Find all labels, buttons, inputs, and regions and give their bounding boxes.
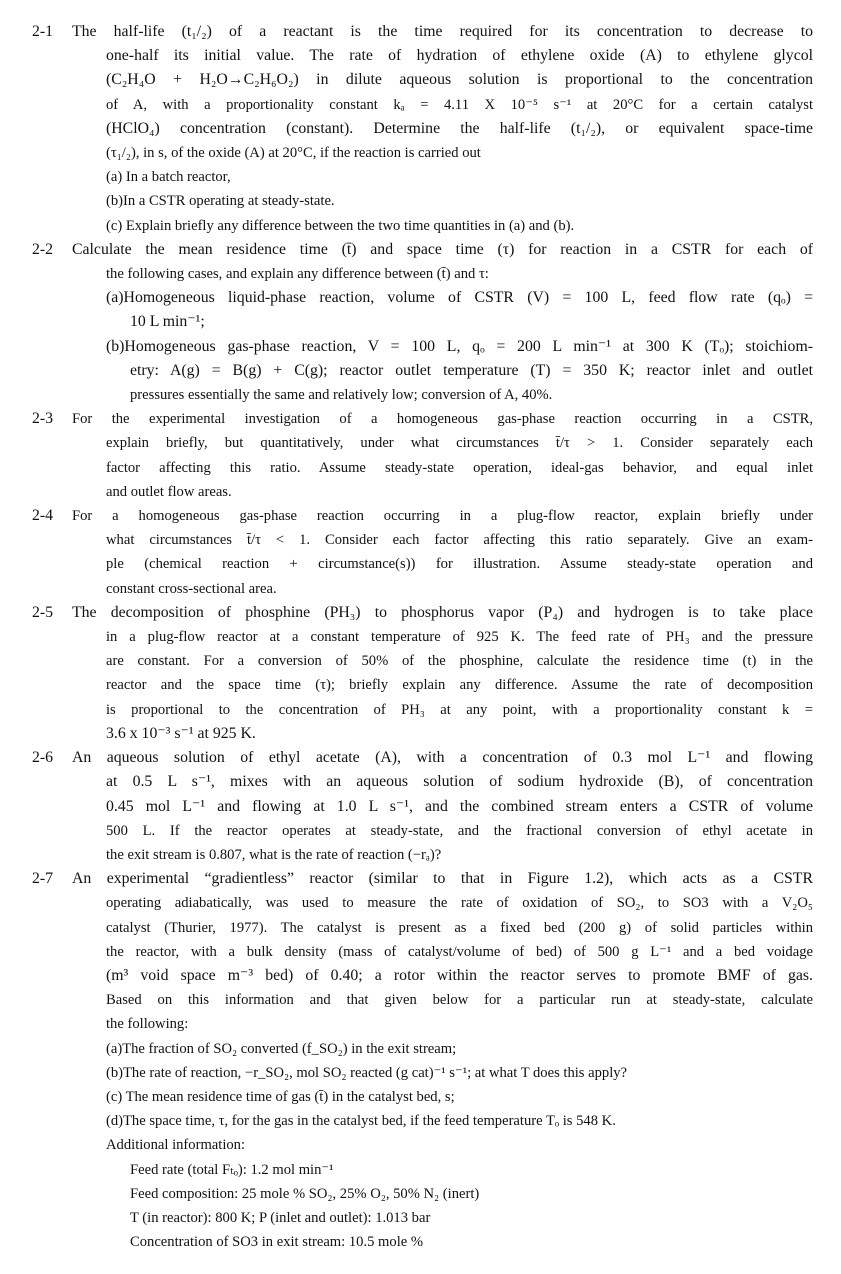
problem-part: (a)Homogeneous liquid-phase reaction, volume of CSTR (V) = 100 L, feed flow rate (qₒ) = bbox=[106, 289, 813, 307]
problem-line: the following cases, and explain any difference between (t̄) and τ: bbox=[106, 266, 489, 283]
problem-line: reactor and the space time (τ); briefly explain any difference. Assume the rate of decomposition bbox=[106, 677, 813, 694]
problem-number: 2-2 bbox=[32, 240, 54, 258]
info-line: Concentration of SO3 in exit stream: 10.5 mole % bbox=[130, 1234, 424, 1251]
problem-2-2 bbox=[32, 238, 813, 407]
problem-part: (b)Homogeneous gas-phase reaction, V = 100 L, qₒ = 200 L min⁻¹ at 300 K (Tₒ); stoichiom- bbox=[106, 337, 813, 355]
problem-line: For the experimental investigation of a homogeneous gas-phase reaction occurring in a CSTR, bbox=[72, 411, 813, 428]
problem-line: (τ₁/₂), in s, of the oxide (A) at 20°C, if the reaction is carried out bbox=[106, 145, 481, 162]
problem-line: 500 L. If the reactor operates at steady-state, and the fractional conversion of ethyl acetate in bbox=[106, 822, 813, 839]
problem-part: (a) In a batch reactor, bbox=[106, 169, 231, 186]
problem-line: in a plug-flow reactor at a constant temperature of 925 K. The feed rate of PH₃ and the pressure bbox=[106, 629, 813, 646]
problem-line: Based on this information and that given below for a particular run at steady-state, calculate bbox=[106, 992, 813, 1009]
problem-line: explain briefly, but quantitatively, under what circumstances t̄/τ > 1. Consider separately each bbox=[106, 435, 813, 452]
problem-line: constant cross-sectional area. bbox=[106, 580, 277, 597]
problem-part: (d)The space time, τ, for the gas in the catalyst bed, if the feed temperature Tₒ is 548 K. bbox=[106, 1113, 616, 1130]
problem-line: For a homogeneous gas-phase reaction occurring in a plug-flow reactor, explain briefly under bbox=[72, 508, 813, 525]
problem-2-5 bbox=[32, 601, 813, 746]
problem-number: 2-6 bbox=[32, 749, 54, 767]
problem-line: and outlet flow areas. bbox=[106, 483, 232, 500]
problem-2-1 bbox=[32, 20, 813, 238]
problem-part: (a)The fraction of SO₂ converted (f_SO₂) in the exit stream; bbox=[106, 1040, 457, 1057]
problem-2-4 bbox=[32, 504, 813, 601]
problem-line: An aqueous solution of ethyl acetate (A), with a concentration of 0.3 mol L⁻¹ and flowing bbox=[72, 749, 813, 767]
problem-line: The decomposition of phosphine (PH₃) to phosphorus vapor (P₄) and hydrogen is to take place bbox=[72, 603, 813, 621]
info-line: Feed composition: 25 mole % SO₂, 25% O₂, 50% N₂ (inert) bbox=[130, 1185, 480, 1202]
problem-line: catalyst (Thurier, 1977). The catalyst is present as a fixed bed (200 g) of solid particles within bbox=[106, 919, 813, 936]
problem-line: the reactor, with a bulk density (mass of catalyst/volume of bed) of 500 g L⁻¹ and a bed voidage bbox=[106, 943, 813, 960]
problem-line: The half-life (t₁/₂) of a reactant is the time required for its concentration to decrease to bbox=[72, 23, 813, 40]
problem-line: ple (chemical reaction + circumstance(s)) for illustration. Assume steady-state operation and bbox=[106, 556, 813, 573]
info-line: Feed rate (total Fₜₒ): 1.2 mol min⁻¹ bbox=[130, 1161, 334, 1178]
problem-line: is proportional to the concentration of PH₃ at any point, with a proportionality constant k = bbox=[106, 701, 813, 718]
problem-line: at 0.5 L s⁻¹, mixes with an aqueous solution of sodium hydroxide (B), of concentration bbox=[106, 773, 813, 791]
problem-line: the exit stream is 0.807, what is the rate of reaction (−rₐ)? bbox=[106, 846, 442, 863]
problem-line: one-half its initial value. The rate of hydration of ethylene oxide (A) to ethylene glycol bbox=[106, 47, 813, 65]
problem-part: (b)In a CSTR operating at steady-state. bbox=[106, 193, 335, 210]
problem-part: etry: A(g) = B(g) + C(g); reactor outlet temperature (T) = 350 K; reactor inlet and outlet bbox=[130, 361, 813, 379]
problem-line: (m³ void space m⁻³ bed) of 0.40; a rotor within the reactor serves to promote BMF of gas. bbox=[106, 966, 813, 984]
problem-line: operating adiabatically, was used to measure the rate of oxidation of SO₂, to SO3 with a V₂O₅ bbox=[106, 895, 813, 912]
problem-line: 0.45 mol L⁻¹ and flowing at 1.0 L s⁻¹, and the combined stream enters a CSTR of volume bbox=[106, 797, 813, 815]
problem-part: Additional information: bbox=[106, 1137, 246, 1154]
problem-part: 10 L min⁻¹; bbox=[130, 313, 205, 331]
problem-line: factor affecting this ratio. Assume steady-state operation, ideal-gas behavior, and equal inlet bbox=[106, 459, 813, 476]
problem-number: 2-1 bbox=[32, 23, 54, 40]
problem-line: what circumstances t̄/τ < 1. Consider each factor affecting this ratio separately. Give an exam- bbox=[106, 532, 813, 549]
problem-number: 2-4 bbox=[32, 507, 54, 525]
problem-line: 3.6 x 10⁻³ s⁻¹ at 925 K. bbox=[106, 724, 256, 742]
problem-part: (c) Explain briefly any difference between the two time quantities in (a) and (b). bbox=[106, 217, 575, 234]
problem-part: pressures essentially the same and relatively low; conversion of A, 40%. bbox=[130, 387, 553, 404]
problem-line: An experimental “gradientless” reactor (similar to that in Figure 1.2), which acts as a CSTR bbox=[72, 870, 813, 888]
problem-2-3 bbox=[32, 407, 813, 504]
problem-line: of A, with a proportionality constant kₐ = 4.11 X 10⁻⁵ s⁻¹ at 20°C for a certain catalyst bbox=[106, 96, 813, 113]
problem-number: 2-3 bbox=[32, 410, 54, 428]
problem-number: 2-7 bbox=[32, 870, 54, 888]
problem-2-6 bbox=[32, 746, 813, 867]
info-line: T (in reactor): 800 K; P (inlet and outlet): 1.013 bar bbox=[130, 1209, 431, 1226]
problem-line: the following: bbox=[106, 1016, 189, 1033]
problem-line: (HClO₄) concentration (constant). Determine the half-life (t₁/₂), or equivalent space-time bbox=[106, 119, 813, 137]
problem-2-7 bbox=[32, 867, 813, 1254]
problem-part: (b)The rate of reaction, −r_SO₂, mol SO₂ reacted (g cat)⁻¹ s⁻¹; at what T does this apply? bbox=[106, 1064, 628, 1081]
problem-line: are constant. For a conversion of 50% of the phosphine, calculate the residence time (t) in the bbox=[106, 653, 813, 670]
problem-number: 2-5 bbox=[32, 603, 54, 621]
problem-line: Calculate the mean residence time (t̄) and space time (τ) for reaction in a CSTR for each of bbox=[72, 240, 813, 258]
problem-line: (C₂H₄O + H₂O→C₂H₆O₂) in dilute aqueous solution is proportional to the concentration bbox=[106, 71, 813, 89]
problem-part: (c) The mean residence time of gas (t̄) in the catalyst bed, s; bbox=[106, 1088, 455, 1105]
